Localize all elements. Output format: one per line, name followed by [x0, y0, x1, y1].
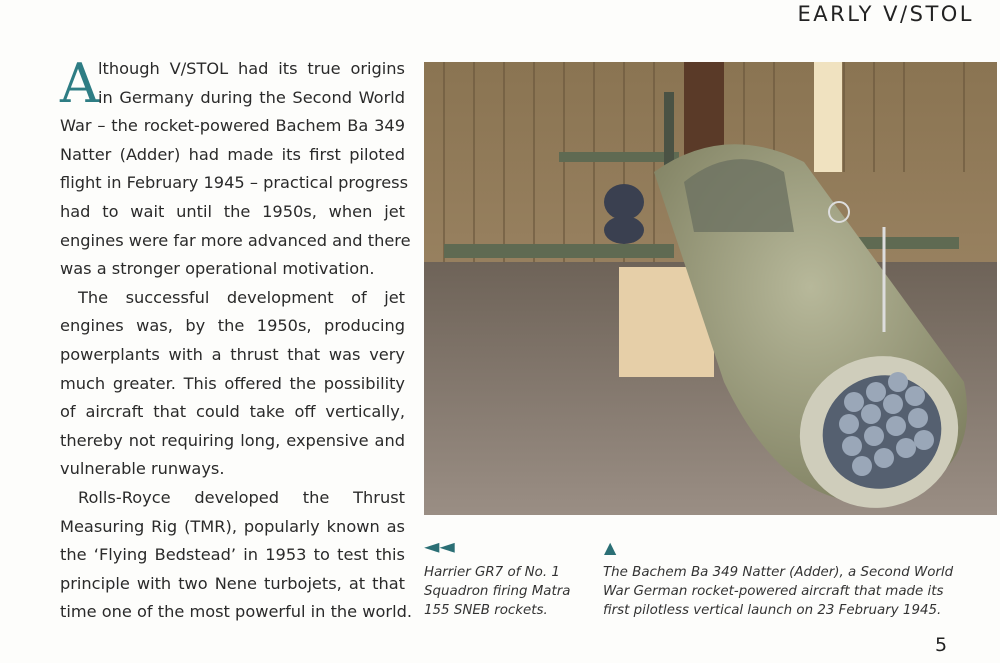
natter-photo	[424, 62, 997, 515]
caption-line: Squadron firing Matra	[424, 584, 571, 599]
caption-line: Harrier GR7 of No. 1	[424, 565, 560, 580]
text-line: Natter (Adder) had made its first piloted	[60, 144, 405, 164]
text-line: powerplants with a thrust that was very	[60, 344, 405, 364]
text-line: War – the rocket-powered Bachem Ba 349	[60, 116, 405, 136]
text-line: engines were far more advanced and there	[60, 230, 411, 250]
text-line: much greater. This offered the possibility	[60, 373, 405, 393]
caption-line: The Bachem Ba 349 Natter (Adder), a Second World	[603, 565, 954, 580]
text-line: The successful development of jet	[78, 287, 405, 307]
text-line: thereby not requiring long, expensive and	[60, 430, 405, 450]
caption-line: 155 SNEB rockets.	[424, 603, 548, 618]
text-line: the ‘Flying Bedstead’ in 1953 to test this	[60, 545, 405, 565]
text-line: flight in February 1945 – practical progress	[60, 173, 409, 193]
text-line: was a stronger operational motivation.	[60, 259, 375, 279]
left-pointing-arrows-icon: ◄◄	[424, 534, 455, 558]
text-line: Measuring Rig (TMR), popularly known as	[60, 516, 405, 536]
text-line: had to wait until the 1950s, when jet	[60, 201, 405, 221]
text-line: in Germany during the Second World	[98, 87, 405, 107]
caption-left	[424, 563, 584, 620]
up-pointing-arrow-icon: ▲	[604, 538, 617, 557]
text-line: lthough V/STOL had its true origins	[98, 59, 405, 78]
page-number: 5	[935, 634, 948, 656]
text-line: Rolls-Royce developed the Thrust	[78, 487, 405, 507]
text-line: time one of the most powerful in the world.	[60, 602, 413, 622]
chapter-header: EARLY V/STOL	[797, 2, 974, 26]
text-line: engines was, by the 1950s, producing	[60, 316, 405, 336]
drop-cap: A	[60, 52, 99, 115]
text-line: of aircraft that could take off vertically,	[60, 402, 405, 422]
body-text	[60, 52, 413, 627]
text-line: vulnerable runways.	[60, 459, 225, 479]
caption-line: first pilotless vertical launch on 23 February 1945.	[603, 603, 942, 618]
caption-right	[603, 563, 963, 620]
caption-line: War German rocket-powered aircraft that made its	[603, 584, 944, 599]
text-line: principle with two Nene turbojets, at that	[60, 573, 405, 593]
